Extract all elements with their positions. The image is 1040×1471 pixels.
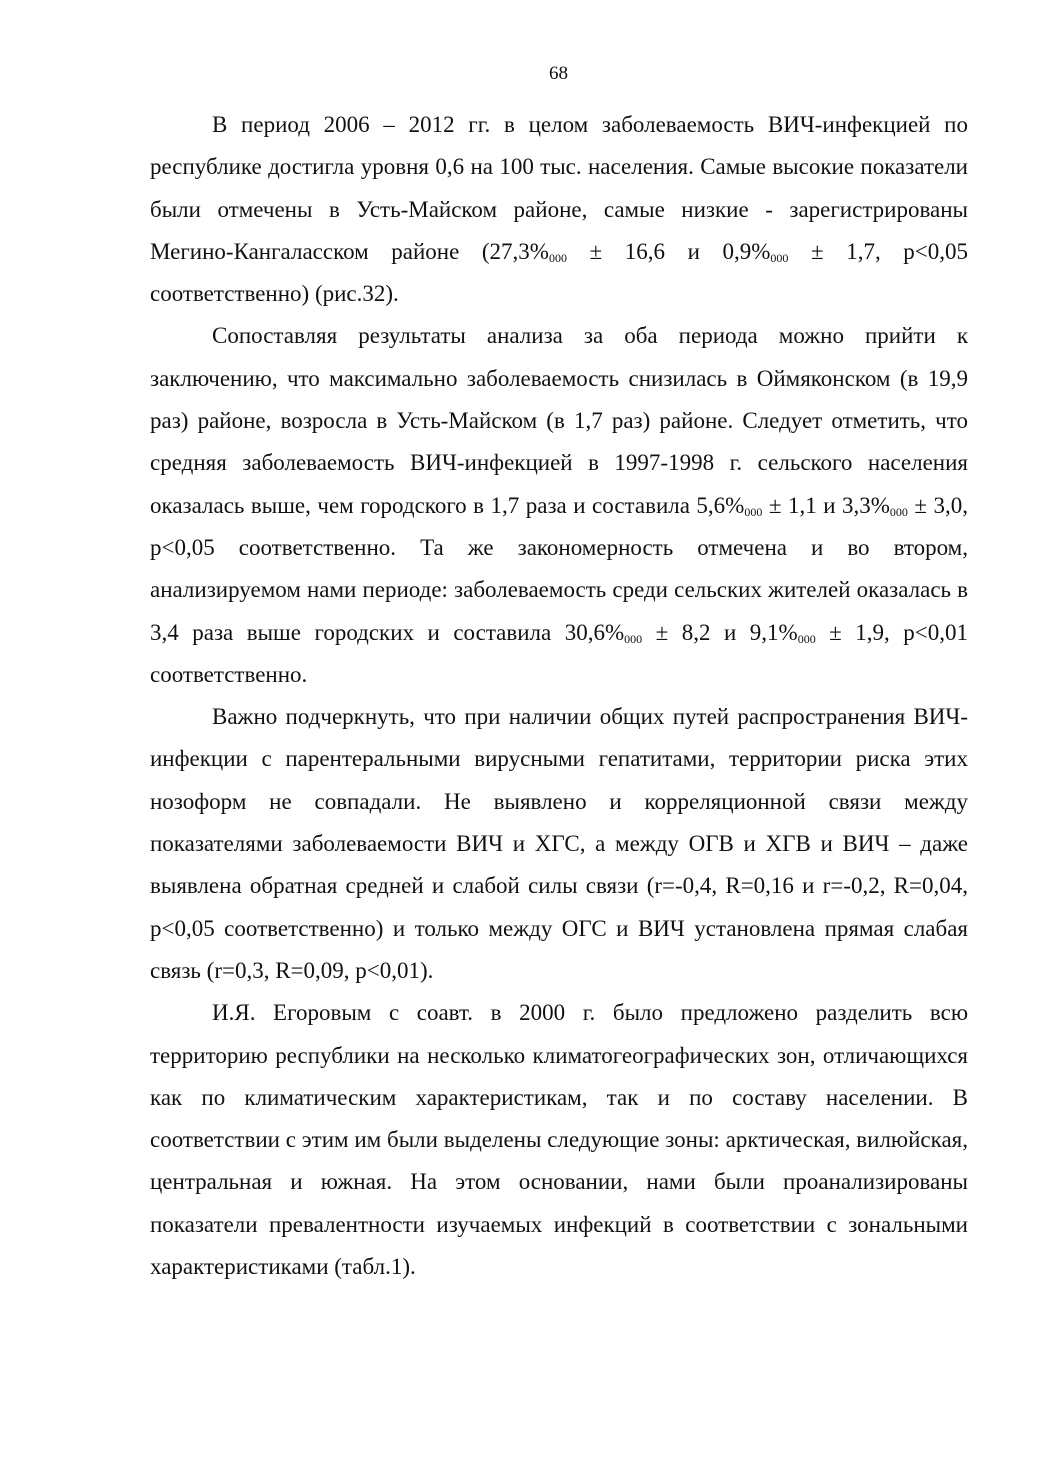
paragraph-text: ± 1,1 и 3,3%	[762, 492, 890, 518]
paragraph-text: ± 1,7, р<0,05 соответственно) (рис.32).	[150, 238, 969, 307]
paragraph-text: В период 2006 – 2012 гг. в целом заболеваемость ВИЧ-инфекцией по республике достигла уровня 0,6 на 100 тыс. населения. Самые высокие показатели были отмечены в Усть-Майском районе, самые низкие - зарегистрированы Мегино-Кангаласском районе (27,3%	[150, 112, 968, 264]
paragraph-text: ± 16,6 и 0,9%	[566, 238, 771, 264]
paragraph-text: Важно подчеркнуть, что при наличии общих путей распространения ВИЧ-инфекции с парентеральными вирусными гепатитами, территории риска этих нозоформ не совпадали. Не выявлено и корреляционной связи между показателями заболеваемости ВИЧ и ХГС, а между ОГВ и ХГВ и ВИЧ – даже выявлена обратная средней и слабой силы связи (r=-0,4, R=0,16 и r=-0,2, R=0,04, р<0,05 соответственно) и только между ОГС и ВИЧ установлена прямая слабая связь (r=0,3, R=0,09, р<0,01).	[150, 704, 968, 983]
permyriad-subscript: 000	[624, 631, 643, 646]
paragraph-1	[150, 104, 968, 315]
paragraph-text: ± 3,0, р<0,05 соответственно. Та же закономерность отмечена и во втором, анализируемом нами периоде: заболеваемость среди сельских жителей оказалась в 3,4 раза выше городских и составила 30,6%	[150, 492, 969, 645]
permyriad-subscript: 000	[744, 504, 763, 519]
permyriad-subscript: 000	[770, 250, 789, 265]
paragraph-text: Сопоставляя результаты анализа за оба периода можно прийти к заключению, что максимально заболеваемость снизилась в Оймяконском (в 19,9 раз) районе, возросла в Усть-Майском (в 1,7 раз) районе. Следует отметить, что средняя заболеваемость ВИЧ-инфекцией в 1997-1998 г. сельского населения оказалась выше, чем городского в 1,7 раза и составила 5,6%	[150, 323, 968, 518]
page-number: 68	[549, 63, 568, 84]
permyriad-subscript: 000	[548, 250, 567, 265]
permyriad-subscript: 000	[797, 631, 816, 646]
permyriad-subscript: 000	[889, 504, 908, 519]
paragraph-4	[150, 992, 968, 1288]
paragraph-text: ± 1,9, р<0,01 соответственно.	[150, 619, 968, 687]
paragraph-2	[150, 315, 968, 696]
paragraph-text: И.Я. Егоровым с соавт. в 2000 г. было предложено разделить всю территорию республики на несколько климатогеографических зон, отличающихся как по климатическим характеристикам, так и по составу населении. В соответствии с этим им были выделены следующие зоны: арктическая, вилюйская, центральная и южная. На этом основании, нами были проанализированы показатели превалентности изучаемых инфекций в соответствии с зональными характеристиками (табл.1).	[150, 1000, 968, 1280]
paragraph-text: ± 8,2 и 9,1%	[642, 619, 798, 645]
paragraph-3	[150, 696, 968, 992]
document-body	[150, 104, 968, 1288]
